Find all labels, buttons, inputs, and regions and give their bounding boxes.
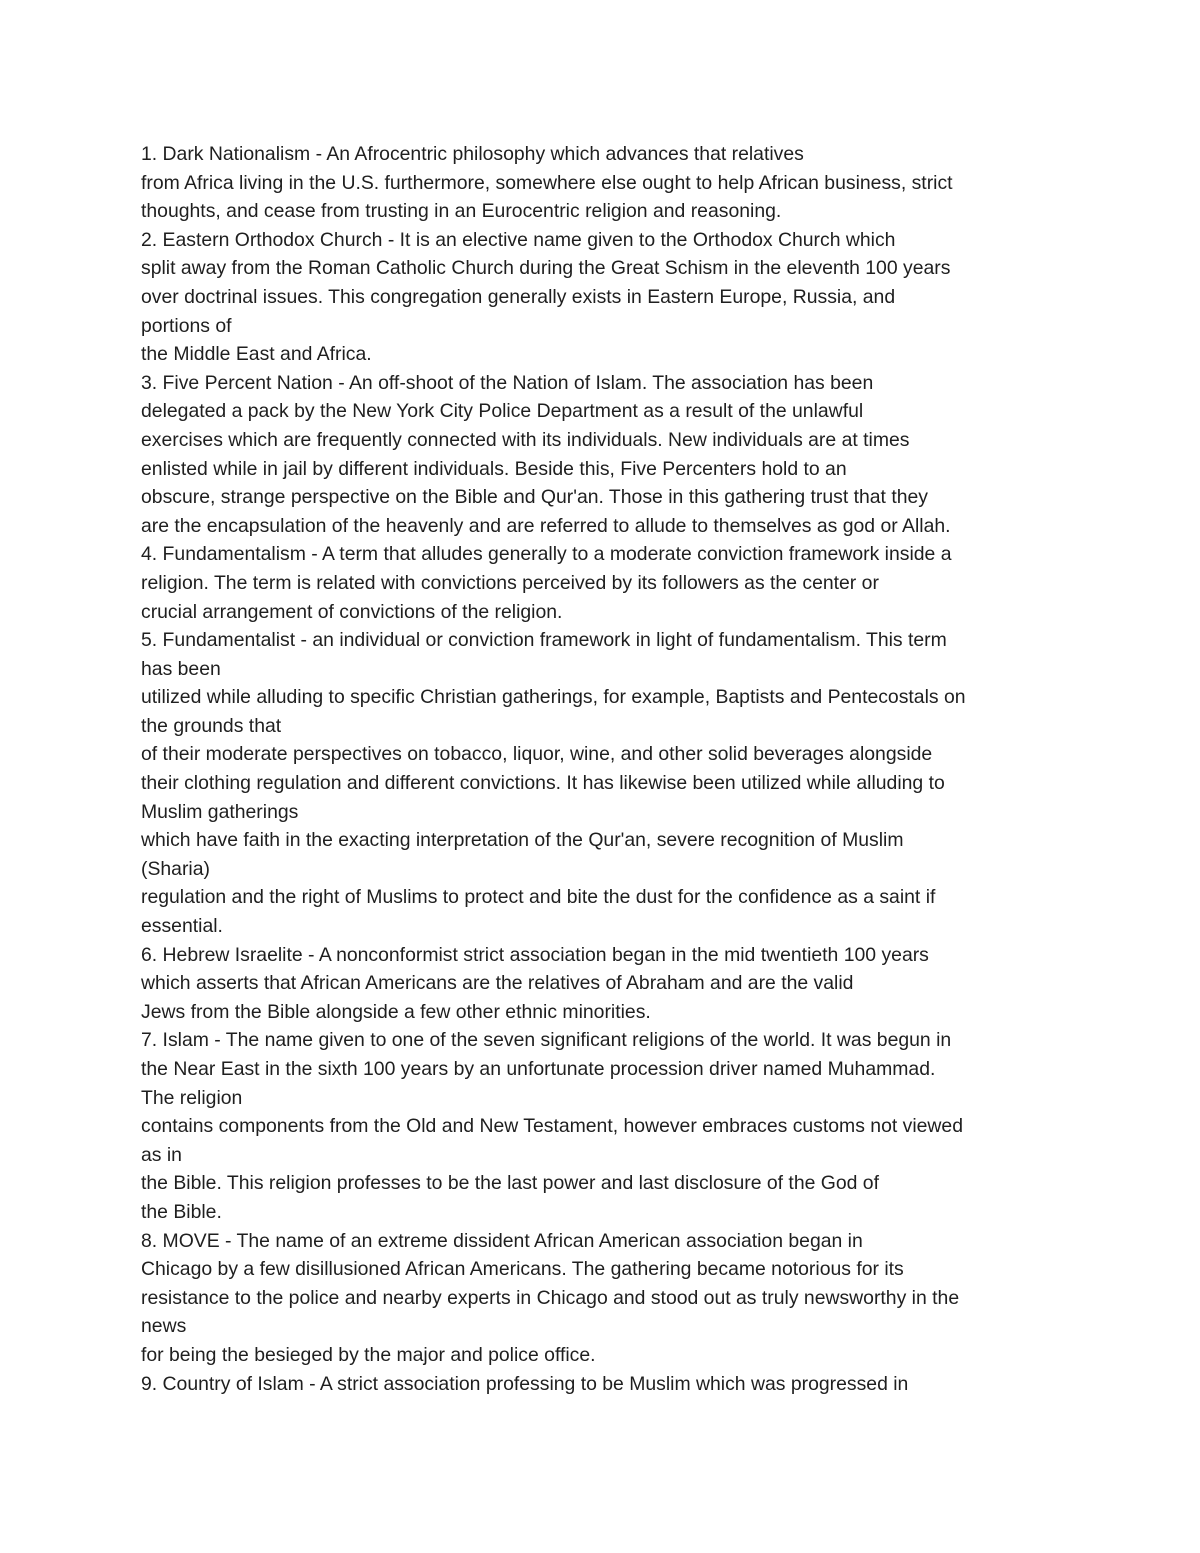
text-line: thoughts, and cease from trusting in an Eurocentric religion and reasoning.	[141, 200, 782, 223]
text-line: of their moderate perspectives on tobacco, liquor, wine, and other solid beverages alongside	[141, 743, 933, 766]
text-line: obscure, strange perspective on the Bible and Qur'an. Those in this gathering trust that they	[141, 486, 928, 509]
text-line: 5. Fundamentalist - an individual or conviction framework in light of fundamentalism. This term	[141, 629, 947, 652]
text-line: contains components from the Old and New Testament, however embraces customs not viewed	[141, 1115, 963, 1138]
text-line: 4. Fundamentalism - A term that alludes generally to a moderate conviction framework inside a	[141, 543, 952, 566]
text-line: crucial arrangement of convictions of the religion.	[141, 600, 563, 623]
text-line: Chicago by a few disillusioned African Americans. The gathering became notorious for its	[141, 1258, 904, 1281]
text-line: from Africa living in the U.S. furthermore, somewhere else ought to help African business, strict	[141, 171, 953, 194]
text-line: regulation and the right of Muslims to protect and bite the dust for the confidence as a saint if	[141, 886, 936, 909]
text-line: utilized while alluding to specific Christian gatherings, for example, Baptists and Pentecostals on	[141, 686, 966, 709]
text-line: 8. MOVE - The name of an extreme dissident African American association began in	[141, 1229, 863, 1252]
text-line: 6. Hebrew Israelite - A nonconformist strict association began in the mid twentieth 100 years	[141, 943, 929, 966]
text-line: Muslim gatherings	[141, 800, 299, 823]
text-line: portions of	[141, 314, 232, 337]
text-line: over doctrinal issues. This congregation generally exists in Eastern Europe, Russia, and	[141, 285, 896, 308]
text-line: resistance to the police and nearby experts in Chicago and stood out as truly newsworthy in the	[141, 1286, 960, 1309]
text-line: news	[141, 1315, 187, 1338]
text-line: (Sharia)	[141, 857, 210, 880]
text-line: their clothing regulation and different convictions. It has likewise been utilized while alluding to	[141, 772, 945, 795]
text-line: for being the besieged by the major and police office.	[141, 1343, 596, 1366]
text-line: which asserts that African Americans are the relatives of Abraham and are the valid	[141, 972, 854, 995]
text-line: as in	[141, 1143, 182, 1166]
text-line: the Middle East and Africa.	[141, 343, 372, 366]
text-line: are the encapsulation of the heavenly and are referred to allude to themselves as god or Allah.	[141, 514, 951, 537]
text-line: split away from the Roman Catholic Church during the Great Schism in the eleventh 100 years	[141, 257, 951, 280]
text-line: has been	[141, 657, 221, 680]
text-line: 3. Five Percent Nation - An off-shoot of the Nation of Islam. The association has been	[141, 371, 874, 394]
text-line: 7. Islam - The name given to one of the seven significant religions of the world. It was begun in	[141, 1029, 952, 1052]
text-line: essential.	[141, 915, 223, 938]
text-line: enlisted while in jail by different individuals. Beside this, Five Percenters hold to an	[141, 457, 847, 480]
glossary-text	[141, 140, 1101, 1398]
text-line: Jews from the Bible alongside a few other ethnic minorities.	[141, 1000, 651, 1023]
text-line: the grounds that	[141, 714, 282, 737]
text-line: delegated a pack by the New York City Police Department as a result of the unlawful	[141, 400, 864, 423]
text-line: 2. Eastern Orthodox Church - It is an elective name given to the Orthodox Church which	[141, 228, 896, 251]
text-line: 1. Dark Nationalism - An Afrocentric philosophy which advances that relatives	[141, 143, 804, 165]
text-line: exercises which are frequently connected with its individuals. New individuals are at times	[141, 428, 910, 451]
text-line: religion. The term is related with convictions perceived by its followers as the center or	[141, 571, 879, 594]
text-line: the Near East in the sixth 100 years by an unfortunate procession driver named Muhammad.	[141, 1058, 936, 1080]
text-line: The religion	[141, 1086, 243, 1109]
text-line: which have faith in the exacting interpretation of the Qur'an, severe recognition of Muslim	[141, 829, 904, 852]
text-line: the Bible. This religion professes to be the last power and last disclosure of the God of	[141, 1172, 879, 1195]
text-line: the Bible.	[141, 1200, 222, 1223]
text-line: 9. Country of Islam - A strict association professing to be Muslim which was progressed in	[141, 1372, 909, 1395]
